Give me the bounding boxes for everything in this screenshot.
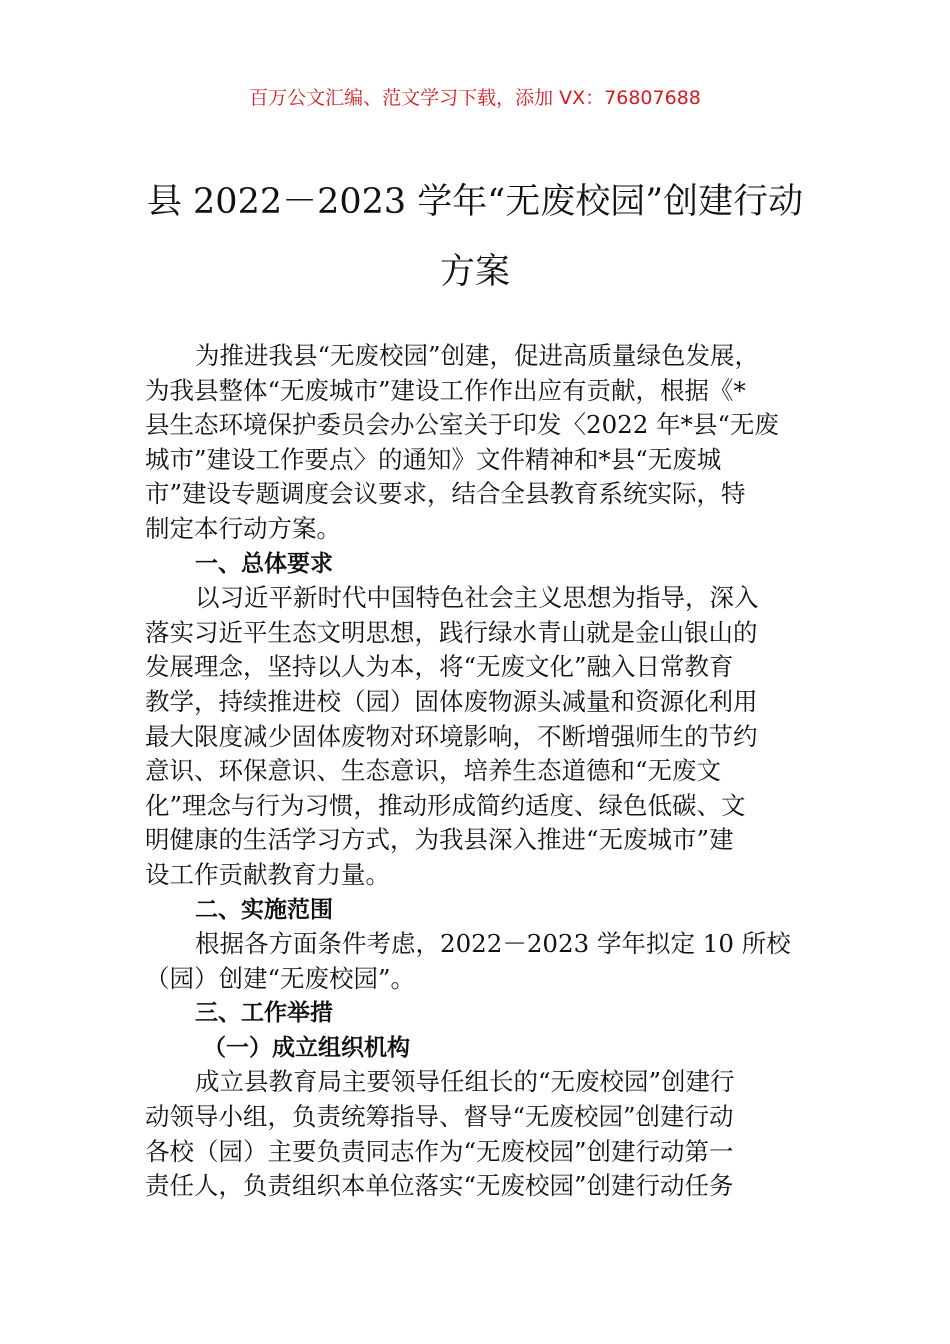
subsection-heading: （一）成立组织机构 <box>203 1034 410 1061</box>
body-line: 设工作贡献教育力量。 <box>145 859 390 889</box>
body-line: 教学，持续推进校（园）固体废物源头减量和资源化利用 <box>145 686 758 716</box>
body-line: 为我县整体“无废城市”建设工作作出应有贡献，根据《* <box>145 375 746 405</box>
body-line: 发展理念，坚持以人为本，将“无废文化”融入日常教育 <box>145 652 734 682</box>
body-line: 动领导小组，负责统筹指导、督导“无废校园”创建行动 <box>145 1102 734 1132</box>
body-line: 责任人，负责组织本单位落实“无废校园”创建行动任务 <box>145 1171 734 1201</box>
body-line: 制定本行动方案。 <box>145 513 341 543</box>
body-line: 落实习近平生态文明思想，践行绿水青山就是金山银山的 <box>145 617 758 647</box>
document-title-line-2: 方案 <box>439 252 510 292</box>
body-line: 县生态环境保护委员会办公室关于印发〈2022 年*县“无废 <box>145 410 779 440</box>
section-heading: 二、实施范围 <box>195 896 333 923</box>
watermark-header: 百万公文汇编、范文学习下载，添加 VX：76807688 <box>249 87 701 109</box>
body-line: 市”建设专题调度会议要求，结合全县教育系统实际，特 <box>145 479 746 509</box>
paragraph-first-line: 根据各方面条件考虑，2022－2023 学年拟定 10 所校 <box>195 929 791 959</box>
document-body <box>145 339 810 1204</box>
section-heading: 三、工作举措 <box>195 1000 333 1027</box>
body-line: 最大限度减少固体废物对环境影响，不断增强师生的节约 <box>145 721 758 751</box>
section-heading: 一、总体要求 <box>195 550 333 577</box>
body-line: 城市”建设工作要点〉的通知》文件精神和*县“无废城 <box>145 444 722 474</box>
body-line: （园）创建“无废校园”。 <box>145 963 416 993</box>
paragraph-first-line: 为推进我县“无废校园”创建，促进高质量绿色发展， <box>195 341 760 370</box>
paragraph-first-line: 以习近平新时代中国特色社会主义思想为指导，深入 <box>195 583 759 613</box>
paragraph-first-line: 成立县教育局主要领导任组长的“无废校园”创建行 <box>195 1067 735 1097</box>
body-line: 化”理念与行为习惯，推动形成简约适度、绿色低碳、文 <box>145 790 746 820</box>
body-line: 意识、环保意识、生态意识，培养生态道德和“无废文 <box>145 756 722 786</box>
body-line: 明健康的生活学习方式，为我县深入推进“无废城市”建 <box>145 825 734 855</box>
document-title-line-1: 县 2022－2023 学年“无废校园”创建行动 <box>146 182 804 222</box>
body-line: 各校（园）主要负责同志作为“无废校园”创建行动第一 <box>145 1136 734 1166</box>
